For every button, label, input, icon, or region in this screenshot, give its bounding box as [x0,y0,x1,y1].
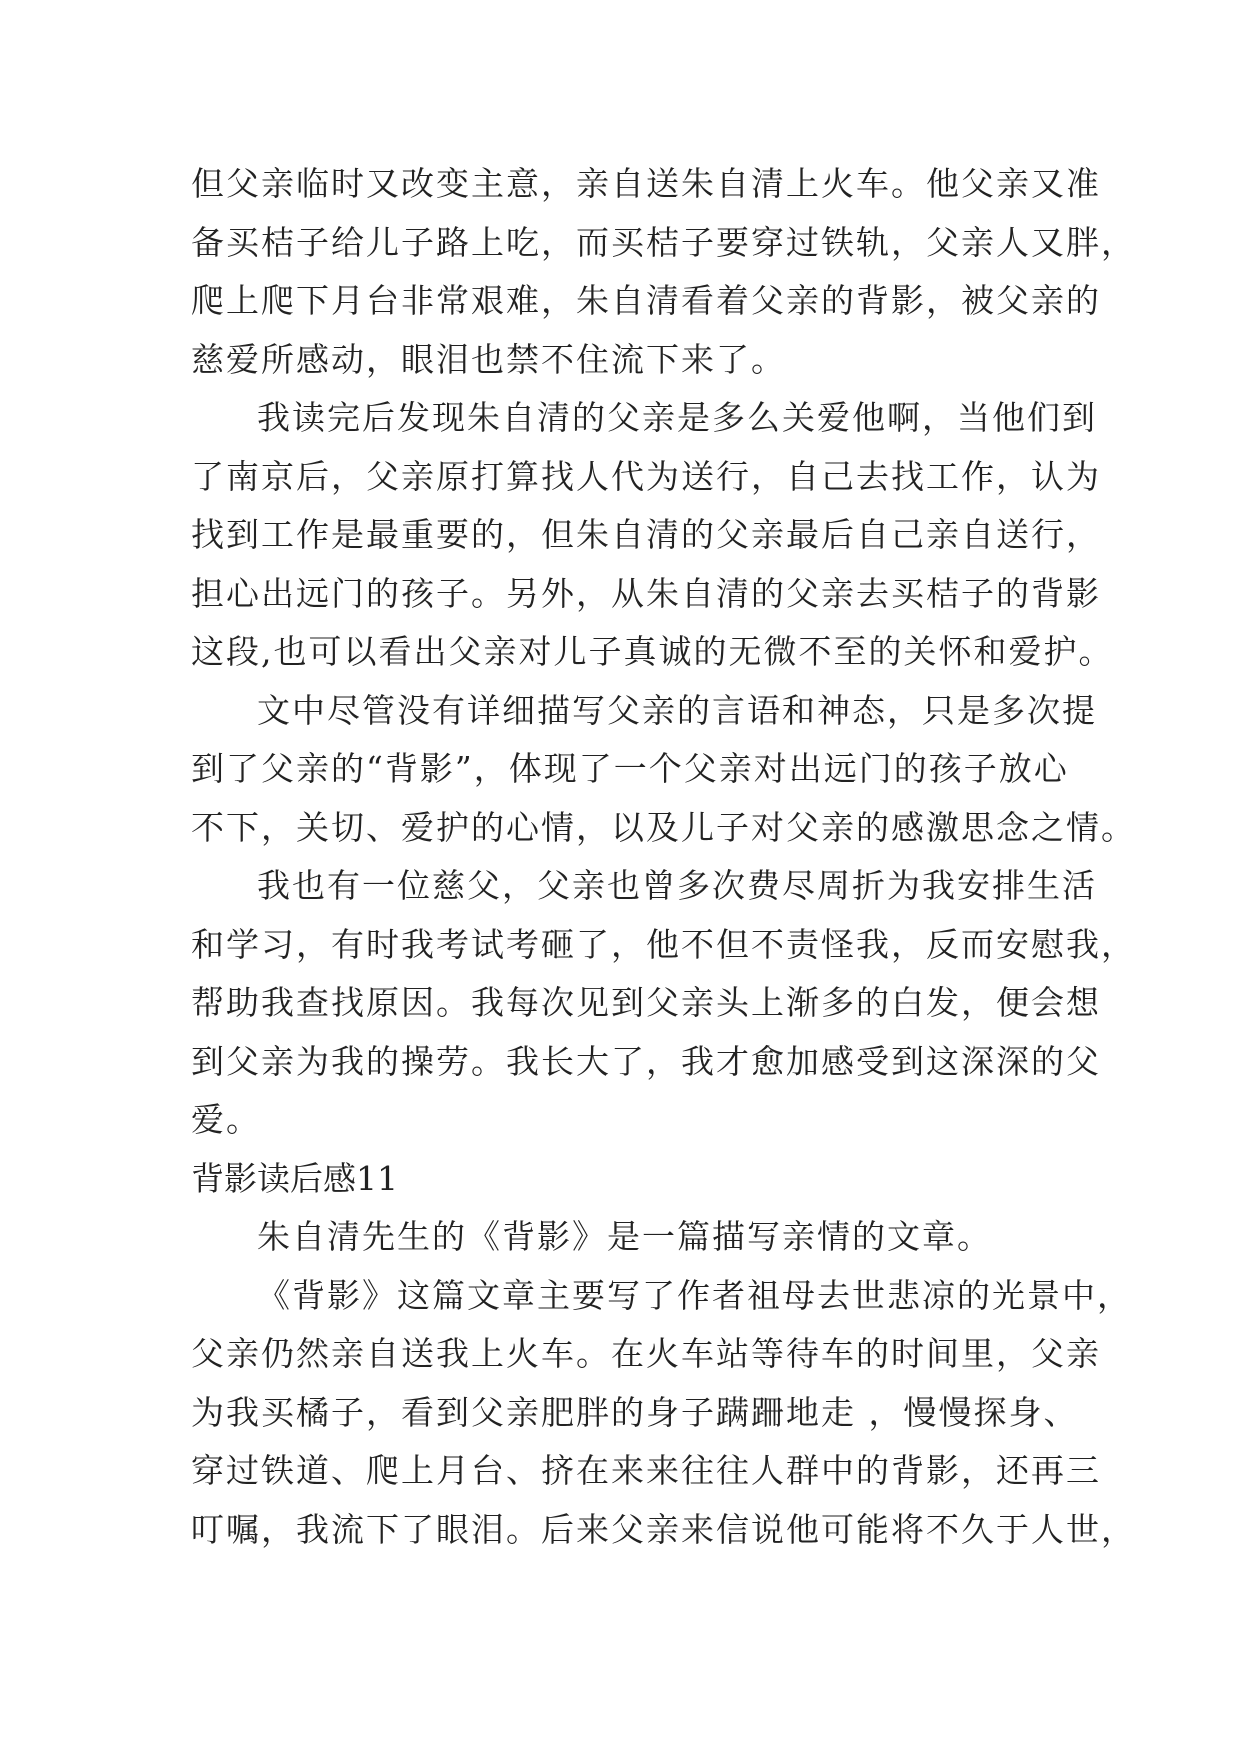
paragraph [191,389,1114,682]
text-line: 《背影》这篇文章主要写了作者祖母去世悲凉的光景中， [257,1275,1132,1315]
text-line: 找到工作是最重要的，但朱自清的父亲最后自己亲自送行， [191,515,1101,554]
text-line: 到父亲为我的操劳。我长大了，我才愈加感受到这深深的父 [191,1041,1101,1081]
paragraph [191,155,1136,389]
text-line: 叮嘱，我流下了眼泪。后来父亲来信说他可能将不久于人世， [191,1509,1136,1549]
paragraph [191,857,1136,1150]
text-line: 爬上爬下月台非常艰难，朱自清看着父亲的背影，被父亲的 [191,281,1101,320]
text-line: 朱自清先生的《背影》是一篇描写亲情的文章。 [257,1217,992,1256]
text-line: 我读完后发现朱自清的父亲是多么关爱他啊，当他们到 [257,398,1097,437]
text-line: 慈爱所感动，眼泪也禁不住流下来了。 [191,339,786,379]
text-line: 但父亲临时又改变主意，亲自送朱自清上火车。他父亲又准 [191,164,1101,203]
text-line: 担心出远门的孩子。另外，从朱自清的父亲去买桔子的背影 [191,573,1101,613]
text-line: 了南京后，父亲原打算找人代为送行，自己去找工作，认为 [191,456,1101,496]
text-line: 到了父亲的“背影”，体现了一个父亲对出远门的孩子放心 [191,749,1069,788]
text-line: 父亲仍然亲自送我上火车。在火车站等待车的时间里，父亲 [191,1334,1101,1373]
document-body [191,155,1136,1559]
text-line: 穿过铁道、爬上月台、挤在来来往往人群中的背影，还再三 [191,1451,1101,1490]
text-line: 爱。 [191,1100,261,1139]
text-line: 为我买橘子，看到父亲肥胖的身子蹒跚地走 ，慢慢探身、 [191,1392,1079,1432]
section-title: 背影读后感11 [191,1158,398,1198]
paragraph [191,1267,1136,1560]
text-line: 文中尽管没有详细描写父亲的言语和神态，只是多次提 [257,690,1097,730]
text-line: 这段,也可以看出父亲对儿子真诚的无微不至的关怀和爱护。 [191,632,1114,671]
text-line: 和学习，有时我考试考砸了，他不但不责怪我，反而安慰我， [191,924,1136,964]
text-line: 帮助我查找原因。我每次见到父亲头上渐多的白发，便会想 [191,983,1101,1022]
text-line: 备买桔子给儿子路上吃，而买桔子要穿过铁轨，父亲人又胖， [191,222,1136,262]
text-line: 我也有一位慈父，父亲也曾多次费尽周折为我安排生活 [257,866,1097,905]
paragraph [191,1208,1061,1267]
paragraph [191,682,1136,858]
text-line: 不下，关切、爱护的心情，以及儿子对父亲的感激思念之情。 [191,807,1136,847]
